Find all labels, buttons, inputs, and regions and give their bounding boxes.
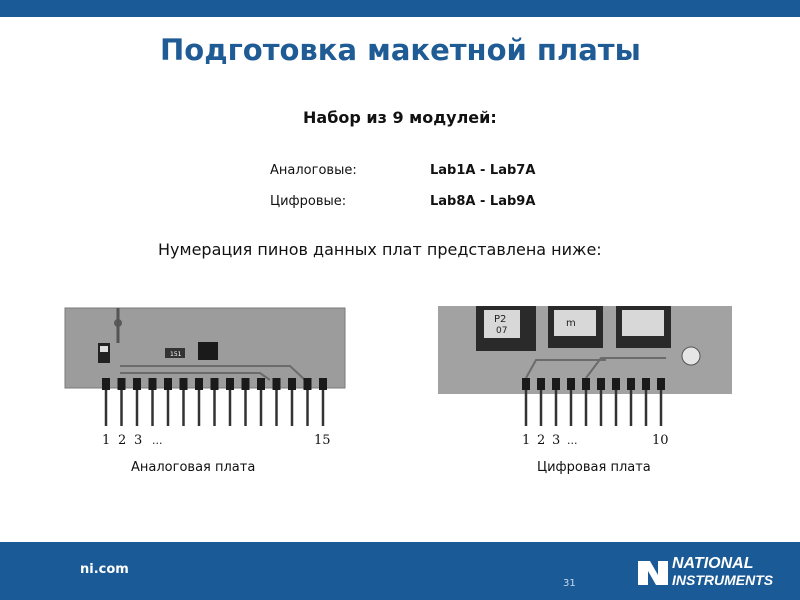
pin-header (257, 378, 265, 390)
pin-header (304, 378, 312, 390)
pin-header (627, 378, 635, 390)
pin-header (102, 378, 110, 390)
pin-label (118, 433, 126, 448)
slide-title: Подготовка макетной платы (160, 33, 641, 67)
pin-label (522, 433, 530, 448)
pin-label (652, 433, 669, 448)
svg-text:15: 15 (314, 433, 331, 448)
svg-text:...: ... (567, 434, 578, 447)
pin-label (537, 433, 545, 448)
pin-label (567, 434, 578, 447)
pin-header (133, 378, 141, 390)
pin-label (314, 433, 331, 448)
pin-header (288, 378, 296, 390)
module-row-value: Lab8A - Lab9A (430, 194, 536, 209)
pin-header (319, 378, 327, 390)
analog-board-photo (60, 298, 350, 458)
logo-line-1: NATIONAL (672, 555, 754, 572)
pin-label (152, 434, 163, 447)
module-row-label: Цифровые: (270, 194, 347, 209)
pin-header (552, 378, 560, 390)
pin-header (657, 378, 665, 390)
svg-text:2: 2 (118, 433, 127, 448)
pin-header (273, 378, 281, 390)
pin-header (149, 378, 157, 390)
pin-label (102, 433, 110, 448)
pin-label (134, 433, 142, 448)
pin-label (552, 433, 560, 448)
pin-header (612, 378, 620, 390)
pin-header (582, 378, 590, 390)
svg-text:1: 1 (102, 433, 111, 448)
pin-header (597, 378, 605, 390)
pin-header (522, 378, 530, 390)
ni-logo (636, 553, 786, 593)
pin-header (195, 378, 203, 390)
header-bar (0, 0, 800, 17)
svg-text:3: 3 (134, 433, 143, 448)
module-row-label: Аналоговые: (270, 163, 357, 178)
svg-text:10: 10 (652, 433, 669, 448)
page-number: 31 (563, 578, 576, 589)
pin-header (211, 378, 219, 390)
svg-text:...: ... (152, 434, 163, 447)
pin-header (180, 378, 188, 390)
pin-numbering-note: Нумерация пинов данных плат представлена ниже: (158, 240, 602, 259)
module-row-value: Lab1A - Lab7A (430, 163, 536, 178)
analog-board-caption: Аналоговая плата (131, 460, 256, 475)
pin-header (226, 378, 234, 390)
pin-header (164, 378, 172, 390)
pin-header (118, 378, 126, 390)
chip-label: m (566, 318, 576, 329)
svg-text:2: 2 (537, 433, 546, 448)
svg-text:1: 1 (522, 433, 531, 448)
pin-header (242, 378, 250, 390)
digital-board-photo (436, 298, 736, 458)
slide-subtitle: Набор из 9 модулей: (303, 108, 497, 127)
logo-line-2: INSTRUMENTS (672, 572, 774, 588)
analog-pins (102, 378, 327, 426)
chip-label: 07 (496, 326, 508, 336)
pin-header (567, 378, 575, 390)
ni-eagle-logo-icon (636, 555, 670, 589)
pin-header (642, 378, 650, 390)
chip-label: P2 (494, 314, 507, 325)
site-link[interactable]: ni.com (80, 562, 129, 577)
chip-label: 151 (170, 351, 182, 358)
svg-text:3: 3 (552, 433, 561, 448)
digital-board-caption: Цифровая плата (537, 460, 651, 475)
pin-header (537, 378, 545, 390)
